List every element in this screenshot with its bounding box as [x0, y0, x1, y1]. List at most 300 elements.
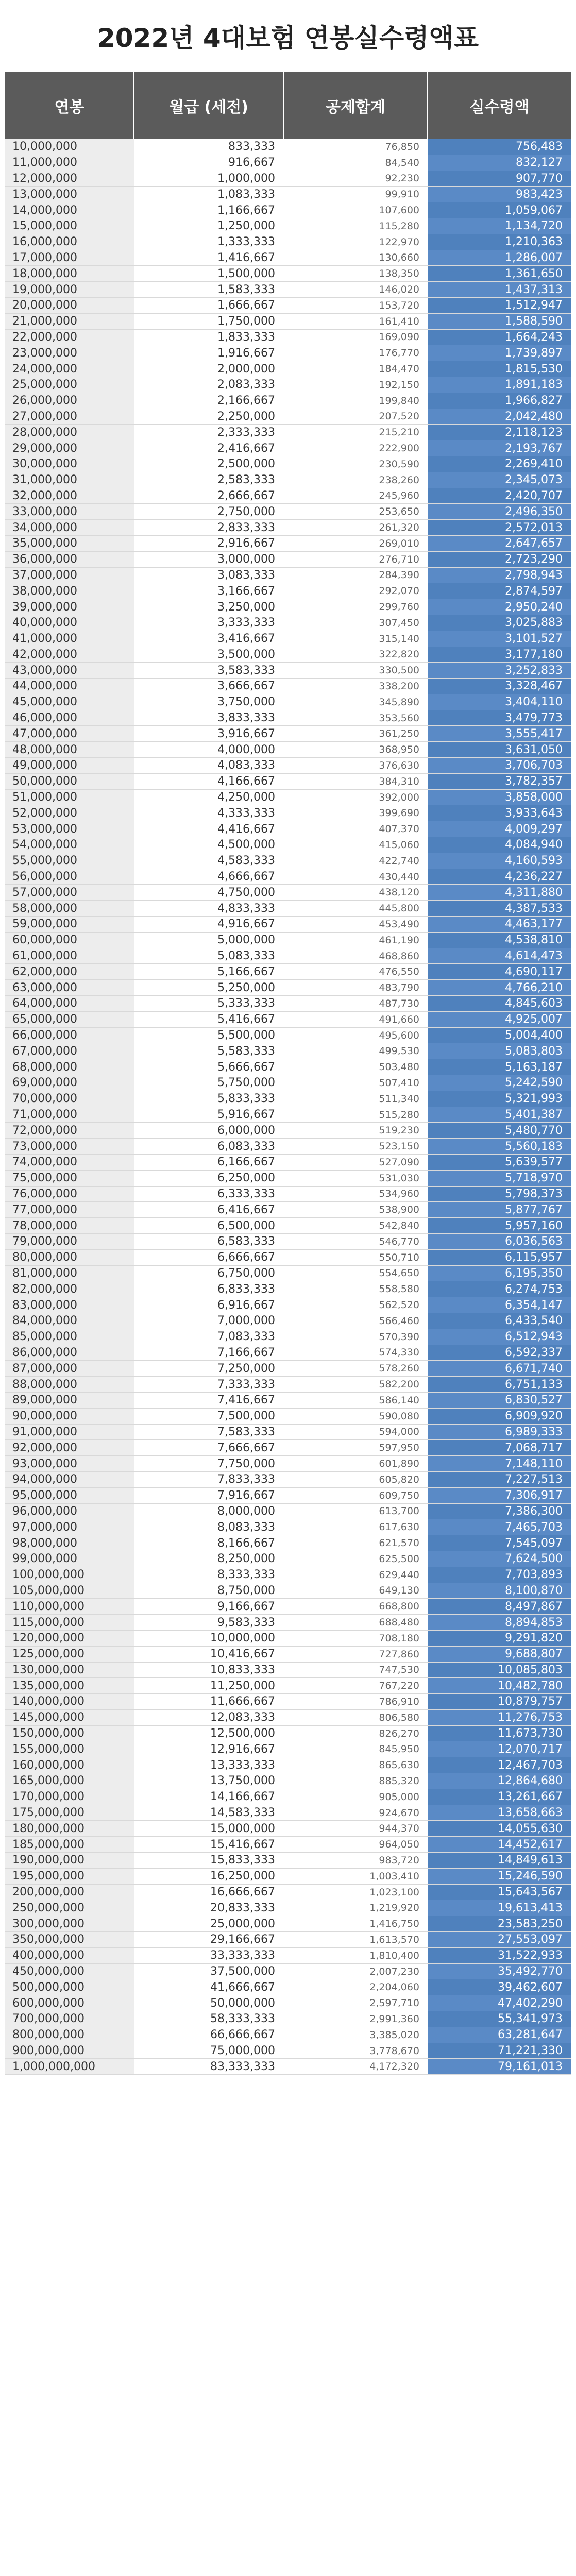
net-pay-cell: 5,163,187 — [428, 1059, 571, 1075]
net-pay-cell: 4,084,940 — [428, 837, 571, 853]
net-pay-cell: 6,354,147 — [428, 1297, 571, 1313]
monthly-pretax-cell: 13,750,000 — [134, 1773, 283, 1789]
annual-salary-cell: 50,000,000 — [5, 773, 134, 789]
net-pay-cell: 2,572,013 — [428, 520, 571, 536]
annual-salary-cell: 300,000,000 — [5, 1916, 134, 1932]
annual-salary-cell: 66,000,000 — [5, 1027, 134, 1043]
monthly-pretax-cell: 3,666,667 — [134, 679, 283, 694]
total-deduction-cell: 407,370 — [283, 821, 428, 837]
net-pay-cell: 2,496,350 — [428, 504, 571, 520]
total-deduction-cell: 531,030 — [283, 1170, 428, 1186]
monthly-pretax-cell: 3,916,667 — [134, 726, 283, 742]
net-pay-cell: 907,770 — [428, 171, 571, 187]
total-deduction-cell: 122,970 — [283, 234, 428, 250]
table-row — [5, 171, 571, 187]
net-pay-cell: 6,592,337 — [428, 1345, 571, 1361]
total-deduction-cell: 1,810,400 — [283, 1947, 428, 1963]
annual-salary-cell: 58,000,000 — [5, 901, 134, 917]
monthly-pretax-cell: 14,583,333 — [134, 1805, 283, 1821]
monthly-pretax-cell: 7,500,000 — [134, 1408, 283, 1424]
annual-salary-cell: 28,000,000 — [5, 425, 134, 440]
net-pay-cell: 3,933,643 — [428, 805, 571, 821]
annual-salary-cell: 105,000,000 — [5, 1583, 134, 1599]
monthly-pretax-cell: 8,250,000 — [134, 1551, 283, 1567]
total-deduction-cell: 115,280 — [283, 218, 428, 234]
total-deduction-cell: 422,740 — [283, 853, 428, 869]
monthly-pretax-cell: 58,333,333 — [134, 2011, 283, 2027]
monthly-pretax-cell: 1,000,000 — [134, 171, 283, 187]
annual-salary-cell: 400,000,000 — [5, 1947, 134, 1963]
net-pay-cell: 6,909,920 — [428, 1408, 571, 1424]
net-pay-cell: 5,242,590 — [428, 1075, 571, 1091]
annual-salary-cell: 900,000,000 — [5, 2043, 134, 2059]
monthly-pretax-cell: 2,083,333 — [134, 377, 283, 393]
total-deduction-cell: 668,800 — [283, 1599, 428, 1615]
annual-salary-cell: 30,000,000 — [5, 456, 134, 472]
table-row — [5, 2027, 571, 2043]
annual-salary-cell: 84,000,000 — [5, 1313, 134, 1329]
table-row — [5, 488, 571, 504]
monthly-pretax-cell: 4,250,000 — [134, 789, 283, 805]
annual-salary-cell: 85,000,000 — [5, 1329, 134, 1345]
table-row — [5, 1202, 571, 1218]
net-pay-cell: 3,404,110 — [428, 694, 571, 710]
annual-salary-cell: 35,000,000 — [5, 535, 134, 551]
table-row — [5, 1678, 571, 1694]
header-row — [5, 72, 571, 139]
monthly-pretax-cell: 50,000,000 — [134, 1995, 283, 2011]
monthly-pretax-cell: 6,416,667 — [134, 1202, 283, 1218]
annual-salary-cell: 79,000,000 — [5, 1233, 134, 1249]
monthly-pretax-cell: 3,416,667 — [134, 631, 283, 647]
monthly-pretax-cell: 5,583,333 — [134, 1043, 283, 1059]
monthly-pretax-cell: 7,000,000 — [134, 1313, 283, 1329]
total-deduction-cell: 558,580 — [283, 1281, 428, 1297]
net-pay-cell: 71,221,330 — [428, 2043, 571, 2059]
table-row — [5, 1884, 571, 1900]
table-row — [5, 663, 571, 679]
monthly-pretax-cell: 833,333 — [134, 139, 283, 155]
total-deduction-cell: 507,410 — [283, 1075, 428, 1091]
total-deduction-cell: 1,613,570 — [283, 1932, 428, 1948]
total-deduction-cell: 238,260 — [283, 472, 428, 488]
total-deduction-cell: 192,150 — [283, 377, 428, 393]
total-deduction-cell: 491,660 — [283, 1011, 428, 1027]
table-row — [5, 1345, 571, 1361]
net-pay-cell: 14,452,617 — [428, 1837, 571, 1853]
net-pay-cell: 3,101,527 — [428, 631, 571, 647]
annual-salary-cell: 95,000,000 — [5, 1487, 134, 1503]
annual-salary-cell: 67,000,000 — [5, 1043, 134, 1059]
total-deduction-cell: 445,800 — [283, 901, 428, 917]
net-pay-cell: 3,479,773 — [428, 710, 571, 726]
annual-salary-cell: 81,000,000 — [5, 1265, 134, 1281]
total-deduction-cell: 964,050 — [283, 1837, 428, 1853]
monthly-pretax-cell: 8,000,000 — [134, 1503, 283, 1519]
net-pay-cell: 7,545,097 — [428, 1535, 571, 1551]
annual-salary-cell: 29,000,000 — [5, 440, 134, 456]
total-deduction-cell: 199,840 — [283, 393, 428, 409]
monthly-pretax-cell: 4,083,333 — [134, 758, 283, 774]
annual-salary-cell: 155,000,000 — [5, 1741, 134, 1757]
annual-salary-cell: 180,000,000 — [5, 1821, 134, 1837]
annual-salary-cell: 59,000,000 — [5, 917, 134, 933]
total-deduction-cell: 944,370 — [283, 1821, 428, 1837]
table-row — [5, 615, 571, 631]
table-row — [5, 1091, 571, 1107]
table-row — [5, 393, 571, 409]
annual-salary-cell: 70,000,000 — [5, 1091, 134, 1107]
total-deduction-cell: 130,660 — [283, 250, 428, 266]
monthly-pretax-cell: 20,833,333 — [134, 1900, 283, 1916]
table-row — [5, 313, 571, 329]
net-pay-cell: 12,467,703 — [428, 1757, 571, 1773]
net-pay-cell: 3,025,883 — [428, 615, 571, 631]
table-body — [5, 139, 571, 2075]
annual-salary-cell: 120,000,000 — [5, 1630, 134, 1646]
header-annual-salary: 연봉 — [5, 72, 134, 139]
total-deduction-cell: 767,220 — [283, 1678, 428, 1694]
total-deduction-cell: 534,960 — [283, 1186, 428, 1202]
monthly-pretax-cell: 4,000,000 — [134, 742, 283, 758]
monthly-pretax-cell: 2,500,000 — [134, 456, 283, 472]
total-deduction-cell: 605,820 — [283, 1471, 428, 1487]
table-row — [5, 1551, 571, 1567]
table-row — [5, 1139, 571, 1155]
annual-salary-cell: 45,000,000 — [5, 694, 134, 710]
total-deduction-cell: 2,007,230 — [283, 1963, 428, 1979]
net-pay-cell: 3,328,467 — [428, 679, 571, 694]
monthly-pretax-cell: 25,000,000 — [134, 1916, 283, 1932]
total-deduction-cell: 617,630 — [283, 1519, 428, 1535]
total-deduction-cell: 361,250 — [283, 726, 428, 742]
net-pay-cell: 2,950,240 — [428, 599, 571, 615]
net-pay-cell: 10,482,780 — [428, 1678, 571, 1694]
total-deduction-cell: 3,385,020 — [283, 2027, 428, 2043]
table-row — [5, 1392, 571, 1408]
annual-salary-cell: 500,000,000 — [5, 1979, 134, 1995]
net-pay-cell: 2,269,410 — [428, 456, 571, 472]
total-deduction-cell: 468,860 — [283, 948, 428, 964]
table-row — [5, 789, 571, 805]
table-row — [5, 234, 571, 250]
table-row — [5, 726, 571, 742]
table-row — [5, 917, 571, 933]
monthly-pretax-cell: 7,833,333 — [134, 1471, 283, 1487]
monthly-pretax-cell: 6,166,667 — [134, 1155, 283, 1171]
total-deduction-cell: 845,950 — [283, 1741, 428, 1757]
monthly-pretax-cell: 3,250,000 — [134, 599, 283, 615]
annual-salary-cell: 94,000,000 — [5, 1471, 134, 1487]
annual-salary-cell: 42,000,000 — [5, 647, 134, 663]
table-row — [5, 869, 571, 885]
net-pay-cell: 1,966,827 — [428, 393, 571, 409]
annual-salary-cell: 13,000,000 — [5, 187, 134, 202]
net-pay-cell: 63,281,647 — [428, 2027, 571, 2043]
net-pay-cell: 5,321,993 — [428, 1091, 571, 1107]
table-row — [5, 1059, 571, 1075]
monthly-pretax-cell: 1,916,667 — [134, 345, 283, 361]
total-deduction-cell: 1,416,750 — [283, 1916, 428, 1932]
table-header — [5, 72, 571, 139]
total-deduction-cell: 345,890 — [283, 694, 428, 710]
table-row — [5, 1471, 571, 1487]
total-deduction-cell: 169,090 — [283, 329, 428, 345]
monthly-pretax-cell: 16,666,667 — [134, 1884, 283, 1900]
annual-salary-cell: 32,000,000 — [5, 488, 134, 504]
annual-salary-cell: 135,000,000 — [5, 1678, 134, 1694]
monthly-pretax-cell: 7,416,667 — [134, 1392, 283, 1408]
total-deduction-cell: 2,597,710 — [283, 1995, 428, 2011]
net-pay-cell: 15,643,567 — [428, 1884, 571, 1900]
monthly-pretax-cell: 4,500,000 — [134, 837, 283, 853]
monthly-pretax-cell: 5,833,333 — [134, 1091, 283, 1107]
net-pay-cell: 31,522,933 — [428, 1947, 571, 1963]
salary-table — [5, 72, 571, 2075]
monthly-pretax-cell: 4,416,667 — [134, 821, 283, 837]
annual-salary-cell: 19,000,000 — [5, 282, 134, 298]
table-row — [5, 1630, 571, 1646]
table-row — [5, 1853, 571, 1869]
total-deduction-cell: 613,700 — [283, 1503, 428, 1519]
net-pay-cell: 832,127 — [428, 155, 571, 171]
table-row — [5, 2059, 571, 2075]
monthly-pretax-cell: 5,500,000 — [134, 1027, 283, 1043]
total-deduction-cell: 503,480 — [283, 1059, 428, 1075]
net-pay-cell: 1,437,313 — [428, 282, 571, 298]
annual-salary-cell: 52,000,000 — [5, 805, 134, 821]
net-pay-cell: 1,059,067 — [428, 202, 571, 218]
annual-salary-cell: 27,000,000 — [5, 409, 134, 425]
table-row — [5, 948, 571, 964]
monthly-pretax-cell: 6,083,333 — [134, 1139, 283, 1155]
monthly-pretax-cell: 4,750,000 — [134, 885, 283, 901]
total-deduction-cell: 269,010 — [283, 535, 428, 551]
monthly-pretax-cell: 7,916,667 — [134, 1487, 283, 1503]
monthly-pretax-cell: 13,333,333 — [134, 1757, 283, 1773]
monthly-pretax-cell: 3,083,333 — [134, 567, 283, 583]
table-row — [5, 520, 571, 536]
annual-salary-cell: 800,000,000 — [5, 2027, 134, 2043]
net-pay-cell: 4,160,593 — [428, 853, 571, 869]
monthly-pretax-cell: 3,333,333 — [134, 615, 283, 631]
monthly-pretax-cell: 5,916,667 — [134, 1107, 283, 1123]
total-deduction-cell: 176,770 — [283, 345, 428, 361]
total-deduction-cell: 499,530 — [283, 1043, 428, 1059]
monthly-pretax-cell: 8,083,333 — [134, 1519, 283, 1535]
annual-salary-cell: 55,000,000 — [5, 853, 134, 869]
monthly-pretax-cell: 8,750,000 — [134, 1583, 283, 1599]
table-row — [5, 1519, 571, 1535]
annual-salary-cell: 18,000,000 — [5, 266, 134, 282]
total-deduction-cell: 511,340 — [283, 1091, 428, 1107]
table-row — [5, 1694, 571, 1710]
total-deduction-cell: 515,280 — [283, 1107, 428, 1123]
total-deduction-cell: 92,230 — [283, 171, 428, 187]
table-row — [5, 1599, 571, 1615]
annual-salary-cell: 64,000,000 — [5, 996, 134, 1012]
annual-salary-cell: 61,000,000 — [5, 948, 134, 964]
monthly-pretax-cell: 5,250,000 — [134, 980, 283, 996]
monthly-pretax-cell: 6,583,333 — [134, 1233, 283, 1249]
net-pay-cell: 55,341,973 — [428, 2011, 571, 2027]
table-row — [5, 1773, 571, 1789]
monthly-pretax-cell: 10,416,667 — [134, 1646, 283, 1662]
total-deduction-cell: 245,960 — [283, 488, 428, 504]
table-row — [5, 567, 571, 583]
table-row — [5, 1900, 571, 1916]
table-row — [5, 1709, 571, 1725]
annual-salary-cell: 14,000,000 — [5, 202, 134, 218]
total-deduction-cell: 590,080 — [283, 1408, 428, 1424]
table-row — [5, 1932, 571, 1948]
table-row — [5, 472, 571, 488]
total-deduction-cell: 453,490 — [283, 917, 428, 933]
net-pay-cell: 9,291,820 — [428, 1630, 571, 1646]
net-pay-cell: 6,195,350 — [428, 1265, 571, 1281]
net-pay-cell: 6,512,943 — [428, 1329, 571, 1345]
table-row — [5, 837, 571, 853]
table-row — [5, 583, 571, 599]
annual-salary-cell: 57,000,000 — [5, 885, 134, 901]
annual-salary-cell: 700,000,000 — [5, 2011, 134, 2027]
net-pay-cell: 5,877,767 — [428, 1202, 571, 1218]
total-deduction-cell: 546,770 — [283, 1233, 428, 1249]
monthly-pretax-cell: 2,750,000 — [134, 504, 283, 520]
table-row — [5, 1170, 571, 1186]
annual-salary-cell: 12,000,000 — [5, 171, 134, 187]
table-row — [5, 1868, 571, 1884]
monthly-pretax-cell: 83,333,333 — [134, 2059, 283, 2075]
net-pay-cell: 12,070,717 — [428, 1741, 571, 1757]
annual-salary-cell: 160,000,000 — [5, 1757, 134, 1773]
net-pay-cell: 4,387,533 — [428, 901, 571, 917]
monthly-pretax-cell: 15,000,000 — [134, 1821, 283, 1837]
total-deduction-cell: 253,650 — [283, 504, 428, 520]
table-row — [5, 1011, 571, 1027]
total-deduction-cell: 483,790 — [283, 980, 428, 996]
annual-salary-cell: 165,000,000 — [5, 1773, 134, 1789]
annual-salary-cell: 100,000,000 — [5, 1567, 134, 1583]
table-row — [5, 1249, 571, 1265]
table-row — [5, 1297, 571, 1313]
total-deduction-cell: 601,890 — [283, 1456, 428, 1472]
total-deduction-cell: 586,140 — [283, 1392, 428, 1408]
monthly-pretax-cell: 16,250,000 — [134, 1868, 283, 1884]
net-pay-cell: 5,798,373 — [428, 1186, 571, 1202]
monthly-pretax-cell: 66,666,667 — [134, 2027, 283, 2043]
annual-salary-cell: 90,000,000 — [5, 1408, 134, 1424]
monthly-pretax-cell: 6,833,333 — [134, 1281, 283, 1297]
net-pay-cell: 1,512,947 — [428, 297, 571, 313]
table-row — [5, 1487, 571, 1503]
monthly-pretax-cell: 6,666,667 — [134, 1249, 283, 1265]
net-pay-cell: 3,555,417 — [428, 726, 571, 742]
total-deduction-cell: 554,650 — [283, 1265, 428, 1281]
monthly-pretax-cell: 2,416,667 — [134, 440, 283, 456]
total-deduction-cell: 542,840 — [283, 1218, 428, 1234]
annual-salary-cell: 87,000,000 — [5, 1361, 134, 1377]
table-row — [5, 599, 571, 615]
annual-salary-cell: 150,000,000 — [5, 1725, 134, 1741]
table-row — [5, 1979, 571, 1995]
total-deduction-cell: 415,060 — [283, 837, 428, 853]
monthly-pretax-cell: 11,250,000 — [134, 1678, 283, 1694]
total-deduction-cell: 138,350 — [283, 266, 428, 282]
total-deduction-cell: 983,720 — [283, 1853, 428, 1869]
annual-salary-cell: 91,000,000 — [5, 1424, 134, 1440]
annual-salary-cell: 46,000,000 — [5, 710, 134, 726]
table-row — [5, 679, 571, 694]
header-net-pay: 실수령액 — [428, 72, 571, 139]
net-pay-cell: 39,462,607 — [428, 1979, 571, 1995]
table-row — [5, 1567, 571, 1583]
table-row — [5, 1281, 571, 1297]
table-row — [5, 1329, 571, 1345]
total-deduction-cell: 2,991,360 — [283, 2011, 428, 2027]
table-row — [5, 2011, 571, 2027]
monthly-pretax-cell: 6,250,000 — [134, 1170, 283, 1186]
annual-salary-cell: 34,000,000 — [5, 520, 134, 536]
total-deduction-cell: 578,260 — [283, 1361, 428, 1377]
monthly-pretax-cell: 1,416,667 — [134, 250, 283, 266]
annual-salary-cell: 89,000,000 — [5, 1392, 134, 1408]
table-row — [5, 1947, 571, 1963]
net-pay-cell: 4,614,473 — [428, 948, 571, 964]
annual-salary-cell: 33,000,000 — [5, 504, 134, 520]
monthly-pretax-cell: 1,666,667 — [134, 297, 283, 313]
monthly-pretax-cell: 3,750,000 — [134, 694, 283, 710]
monthly-pretax-cell: 4,833,333 — [134, 901, 283, 917]
monthly-pretax-cell: 1,250,000 — [134, 218, 283, 234]
net-pay-cell: 756,483 — [428, 139, 571, 155]
monthly-pretax-cell: 6,333,333 — [134, 1186, 283, 1202]
net-pay-cell: 79,161,013 — [428, 2059, 571, 2075]
total-deduction-cell: 523,150 — [283, 1139, 428, 1155]
net-pay-cell: 7,386,300 — [428, 1503, 571, 1519]
monthly-pretax-cell: 5,166,667 — [134, 964, 283, 980]
annual-salary-cell: 24,000,000 — [5, 361, 134, 377]
annual-salary-cell: 140,000,000 — [5, 1694, 134, 1710]
total-deduction-cell: 621,570 — [283, 1535, 428, 1551]
net-pay-cell: 15,246,590 — [428, 1868, 571, 1884]
net-pay-cell: 3,177,180 — [428, 647, 571, 663]
annual-salary-cell: 17,000,000 — [5, 250, 134, 266]
net-pay-cell: 1,134,720 — [428, 218, 571, 234]
table-row — [5, 1155, 571, 1171]
net-pay-cell: 5,083,803 — [428, 1043, 571, 1059]
annual-salary-cell: 200,000,000 — [5, 1884, 134, 1900]
total-deduction-cell: 292,070 — [283, 583, 428, 599]
annual-salary-cell: 26,000,000 — [5, 393, 134, 409]
total-deduction-cell: 322,820 — [283, 647, 428, 663]
monthly-pretax-cell: 7,583,333 — [134, 1424, 283, 1440]
total-deduction-cell: 905,000 — [283, 1789, 428, 1805]
net-pay-cell: 27,553,097 — [428, 1932, 571, 1948]
annual-salary-cell: 86,000,000 — [5, 1345, 134, 1361]
net-pay-cell: 4,925,007 — [428, 1011, 571, 1027]
net-pay-cell: 23,583,250 — [428, 1916, 571, 1932]
annual-salary-cell: 175,000,000 — [5, 1805, 134, 1821]
monthly-pretax-cell: 7,083,333 — [134, 1329, 283, 1345]
table-row — [5, 535, 571, 551]
annual-salary-cell: 51,000,000 — [5, 789, 134, 805]
table-row — [5, 1408, 571, 1424]
net-pay-cell: 7,306,917 — [428, 1487, 571, 1503]
table-row — [5, 805, 571, 821]
net-pay-cell: 7,703,893 — [428, 1567, 571, 1583]
table-row — [5, 1218, 571, 1234]
